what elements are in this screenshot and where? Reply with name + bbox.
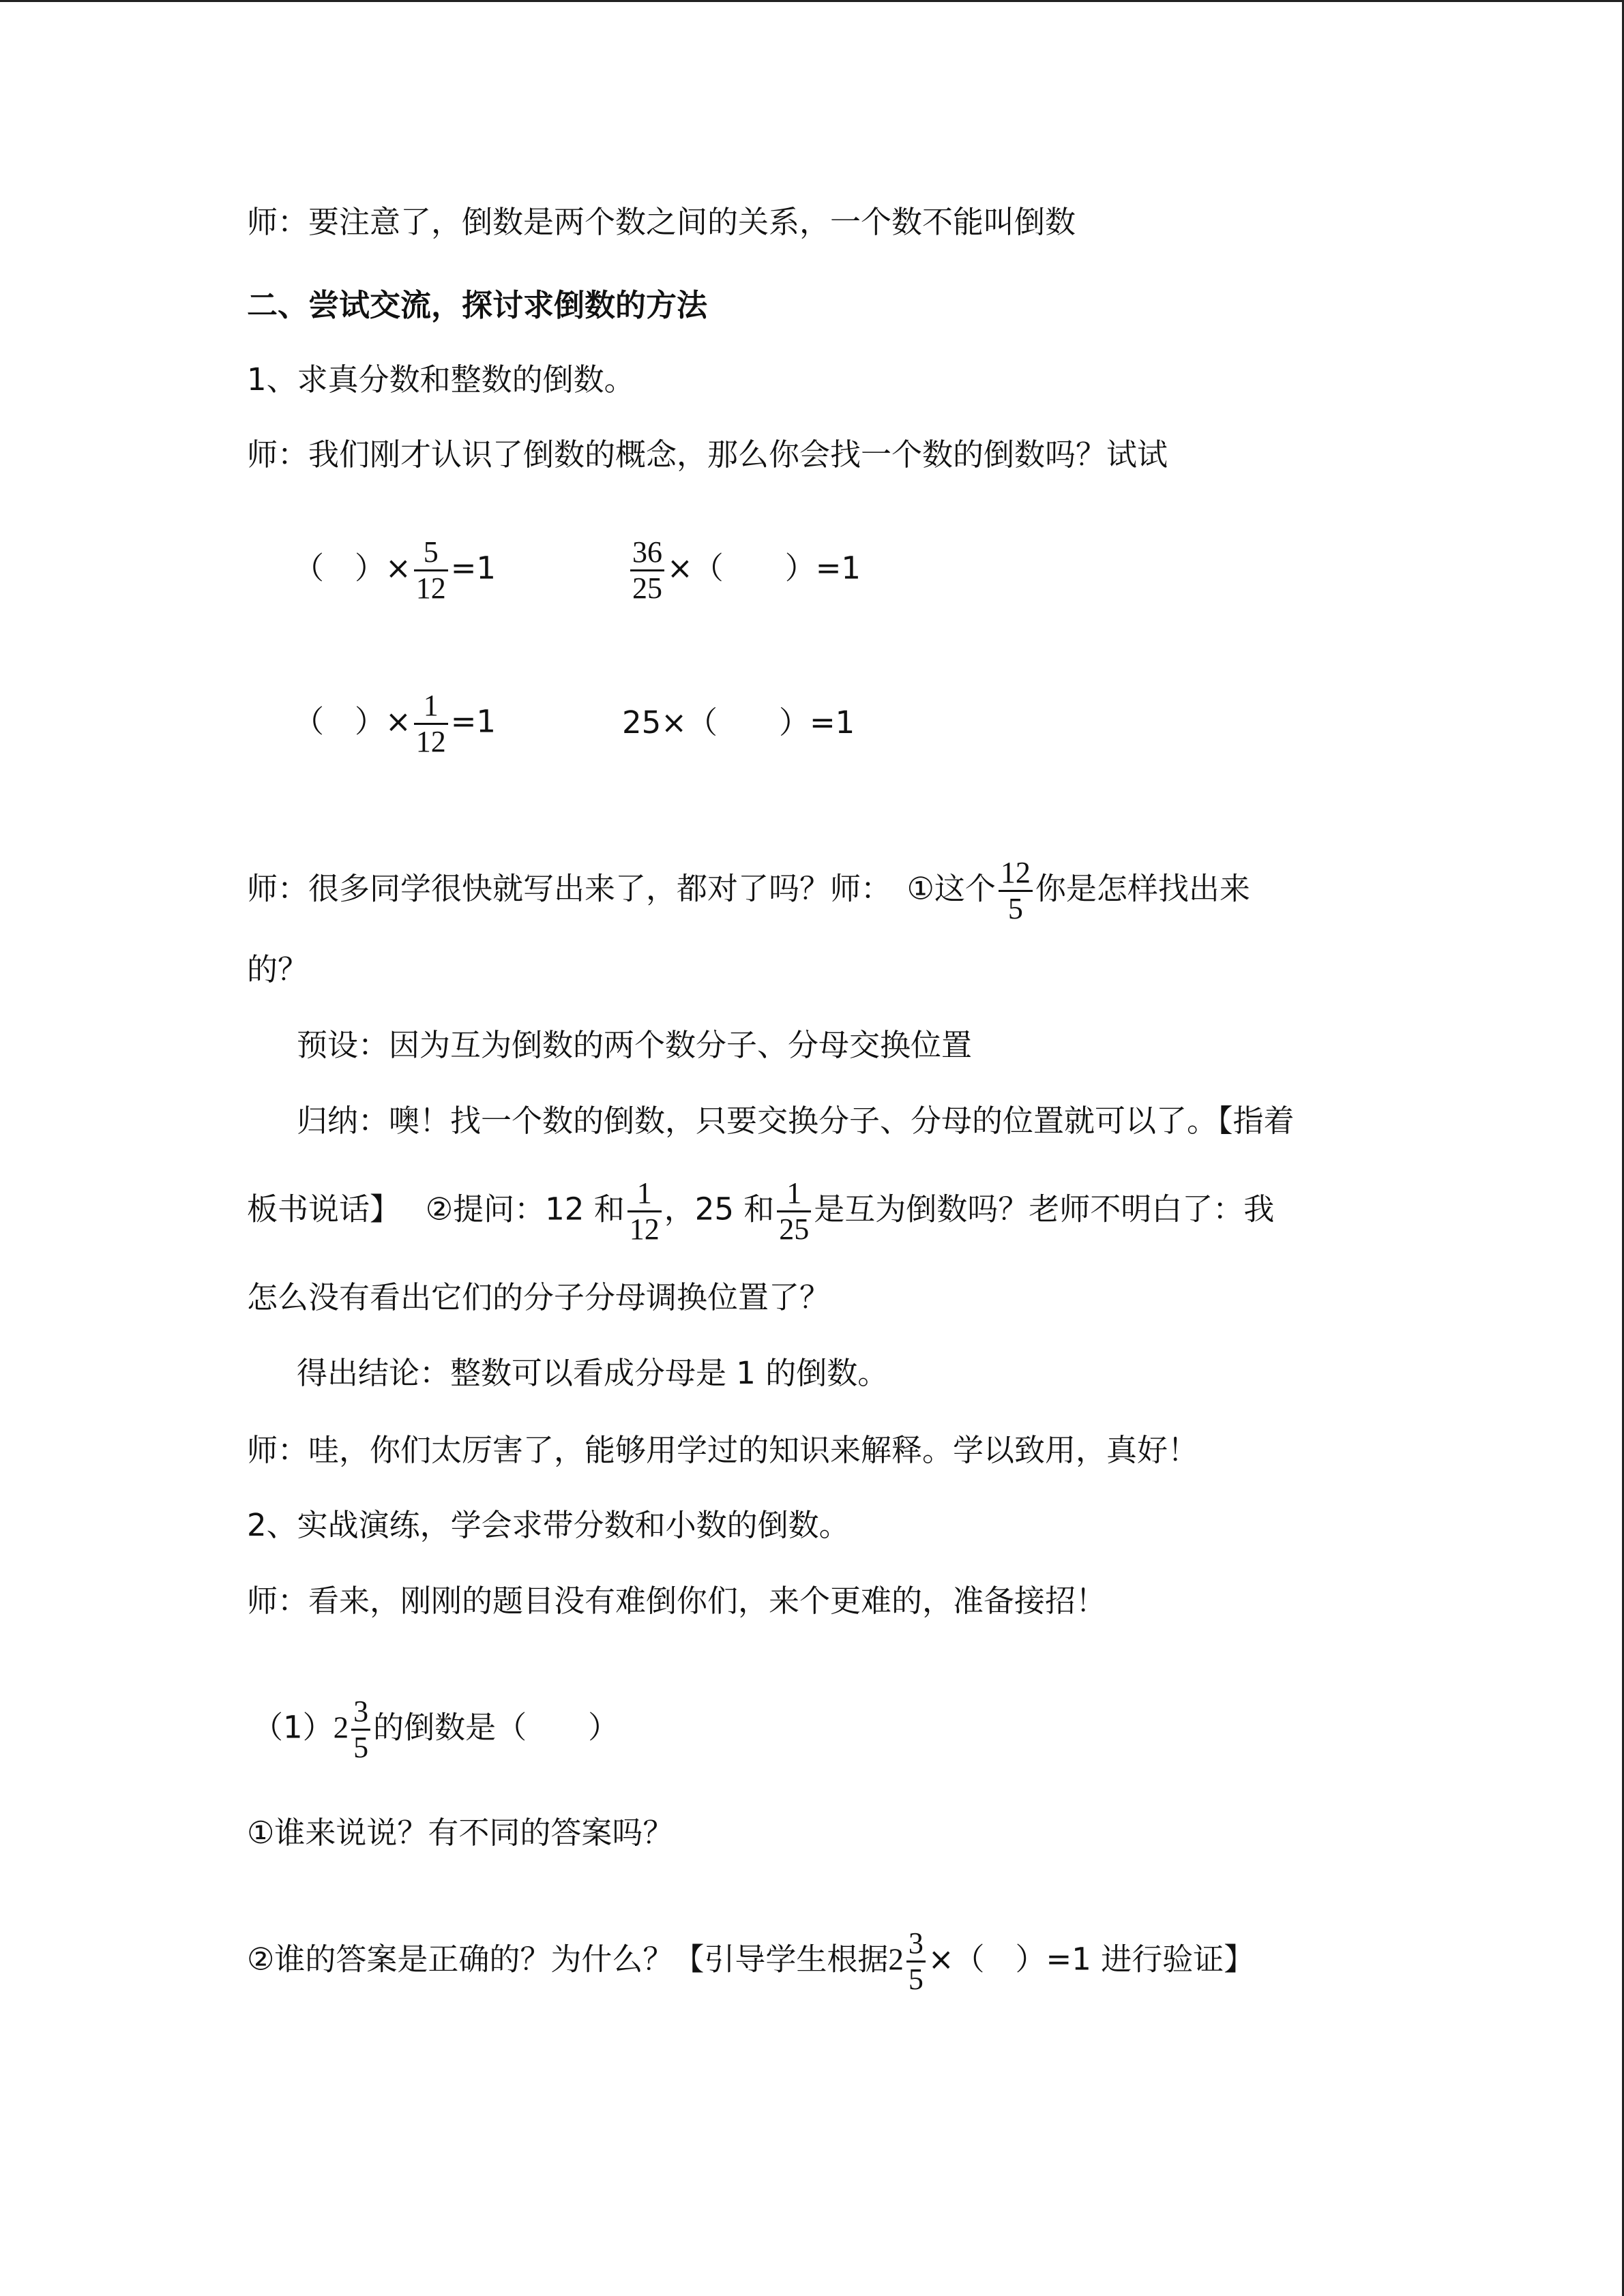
exercise-3: （ ）× $\frac{1}{12}$ =1 [293,689,497,758]
exercise-1: （ ）× $\frac{5}{12}$ =1 [293,535,497,605]
fraction: $\frac{12}{5}$ [999,856,1033,926]
fraction: $\frac{5}{12}$ [414,535,448,606]
conclusion-line: 得出结论：整数可以看成分母是 1 的倒数。 [297,1355,889,1391]
subsection-1: 1、求真分数和整数的倒数。 [247,361,635,398]
fraction: $\frac{3}{5}$ [906,1926,926,1997]
challenge-line: 师：看来，刚刚的题目没有难倒你们，来个更难的，准备接招！ [247,1583,1107,1619]
subsection-2: 2、实战演练，学会求带分数和小数的倒数。 [247,1507,850,1543]
teacher-question-line: 师：我们刚才认识了倒数的概念，那么你会找一个数的倒数吗？试试 [247,436,1168,473]
question-1: （1）2 $\frac{3}{5}$ 的倒数是（ ） [252,1695,619,1764]
fraction: $\frac{1}{12}$ [414,689,448,759]
fraction: $\frac{1}{12}$ [628,1176,662,1247]
question-12-25: 板书说话】 ②提问：12 和 $\frac{1}{12}$ ，25 和 $\frac{1}{25}$ 是互为倒数吗？老师不明白了：我 [247,1176,1275,1246]
page-border-top [0,0,1624,2]
exercise-2: $\frac{36}{25}$ ×（ ）=1 [628,535,861,606]
teacher-note-line: 师：要注意了，倒数是两个数之间的关系，一个数不能叫倒数 [247,204,1076,240]
summary-line: 归纳：噢！找一个数的倒数，只要交换分子、分母的位置就可以了。【指着 [297,1103,1295,1139]
fraction: $\frac{3}{5}$ [351,1695,370,1765]
fraction: $\frac{1}{25}$ [777,1176,811,1247]
teacher-question-12-5: 师：很多同学很快就写出来了，都对了吗？师： ①这个 $\frac{12}{5}$ 你是怎样找出来 [247,856,1250,925]
exercise-4: 25×（ ）=1 [622,704,855,741]
preset-line: 预设：因为互为倒数的两个数分子、分母交换位置 [297,1027,973,1063]
praise-line: 师：哇，你们太厉害了，能够用学过的知识来解释。学以致用，真好！ [247,1432,1199,1468]
question-cont: 怎么没有看出它们的分子分母调换位置了？ [247,1279,831,1315]
ask-line-1: ①谁来说说？有不同的答案吗？ [247,1815,674,1851]
teacher-question-cont: 的？ [247,951,309,987]
ask-line-2: ②谁的答案是正确的？为什么？【引导学生根据2 $\frac{3}{5}$ ×（ ）=1 进行验证】 [247,1926,1255,1996]
section-heading-2: 二、尝试交流，探讨求倒数的方法 [247,287,708,323]
fraction: $\frac{36}{25}$ [630,535,664,606]
